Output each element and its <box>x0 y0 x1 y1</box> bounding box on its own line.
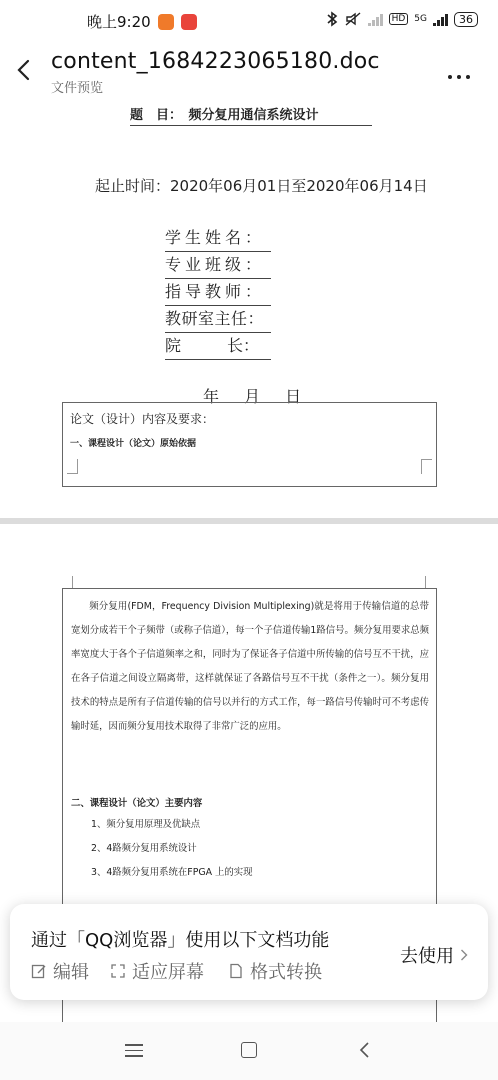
doc-topic: 题 目： 频分复用通信系统设计 <box>130 104 372 126</box>
app-notification-icon-2 <box>181 14 197 30</box>
info-fields <box>165 225 271 360</box>
home-icon[interactable] <box>241 1042 257 1058</box>
field-student-name: 学生姓名： <box>165 225 271 252</box>
intro-paragraph-text: 频分复用(FDM，Frequency Division Multiplexing)就是将用于传输信道的总带宽划分成若干个子频带（或称子信道），每一个子信道传输1路信号。频分复用要求总频率宽度大于各个子信道频率之和，同时为了保证各子信道中所传输的信号互不干扰，应在各子信道之间设立隔离带，这样就保证了各路信号互不干扰（条件之一）。频分复用技术的特点是所有子信道传输的信号以并行的方式工作，每一路信号传输时可不考虑传输时延，因而频分复用技术取得了非常广泛的应用。 <box>71 601 429 732</box>
document-icon <box>228 963 244 979</box>
list-item: 3、4路频分复用系统在FPGA 上的实现 <box>91 867 253 878</box>
margin-mark <box>67 459 78 474</box>
list-item: 1、频分复用原理及优缺点 <box>91 819 201 830</box>
edit-feature[interactable] <box>31 958 89 984</box>
hd-badge: HD <box>389 13 409 25</box>
fit-screen-label: 适应屏幕 <box>132 962 204 983</box>
edit-label: 编辑 <box>53 962 89 983</box>
status-time: 晚上9:20 <box>87 13 151 31</box>
document-viewer[interactable] <box>0 104 498 1044</box>
bluetooth-icon <box>326 11 338 27</box>
field-dean-label-b: 长： <box>227 336 260 355</box>
signal-weak-icon <box>368 12 383 26</box>
requirements-title: 论文（设计）内容及要求： <box>70 412 215 426</box>
mute-icon <box>344 11 362 27</box>
go-use-label: 去使用 <box>400 946 454 967</box>
menu-icon[interactable] <box>125 1044 143 1061</box>
list-item: 2、4路频分复用系统设计 <box>91 843 197 854</box>
edit-icon <box>31 963 47 979</box>
field-dean-label-a: 院 <box>165 336 182 355</box>
qq-browser-popup[interactable] <box>10 904 488 1000</box>
chevron-right-icon <box>460 949 468 961</box>
app-notification-icon <box>158 14 174 30</box>
section-1-heading: 一、课程设计（论文）原始依据 <box>70 439 197 449</box>
back-arrow-icon[interactable] <box>13 58 37 82</box>
page-separator <box>0 518 498 524</box>
nav-back-icon[interactable] <box>358 1041 372 1059</box>
margin-mark <box>421 459 432 474</box>
section-2-heading: 二、课程设计（论文）主要内容 <box>71 798 203 809</box>
go-use-button[interactable] <box>400 942 468 968</box>
system-nav-bar <box>0 1022 498 1080</box>
popup-title: 通过「QQ浏览器」使用以下文档功能 <box>31 930 330 951</box>
intro-paragraph <box>71 595 429 739</box>
battery-icon: 36 <box>454 12 478 27</box>
more-options-icon[interactable] <box>448 64 478 74</box>
fit-screen-feature[interactable] <box>110 958 204 984</box>
doc-period: 起止时间：2020年06月01日至2020年06月14日 <box>95 177 428 195</box>
content-list <box>91 813 253 885</box>
field-dean <box>165 333 271 360</box>
field-major-class: 专业班级： <box>165 252 271 279</box>
network-5g-label: 5G <box>414 14 427 24</box>
status-right-icons <box>326 11 478 27</box>
format-convert-feature[interactable] <box>228 958 322 984</box>
status-bar <box>0 0 498 40</box>
file-subtitle: 文件预览 <box>51 81 104 96</box>
doc-date: 年 月 日 <box>203 387 306 406</box>
requirements-box <box>62 402 437 487</box>
fit-screen-icon <box>110 963 126 979</box>
file-title: content_1684223065180.doc <box>51 49 380 74</box>
field-office-director: 教研室主任： <box>165 306 271 333</box>
signal-strong-icon <box>433 12 448 26</box>
status-time-group <box>87 11 197 32</box>
field-advisor: 指导教师： <box>165 279 271 306</box>
format-convert-label: 格式转换 <box>250 962 322 983</box>
